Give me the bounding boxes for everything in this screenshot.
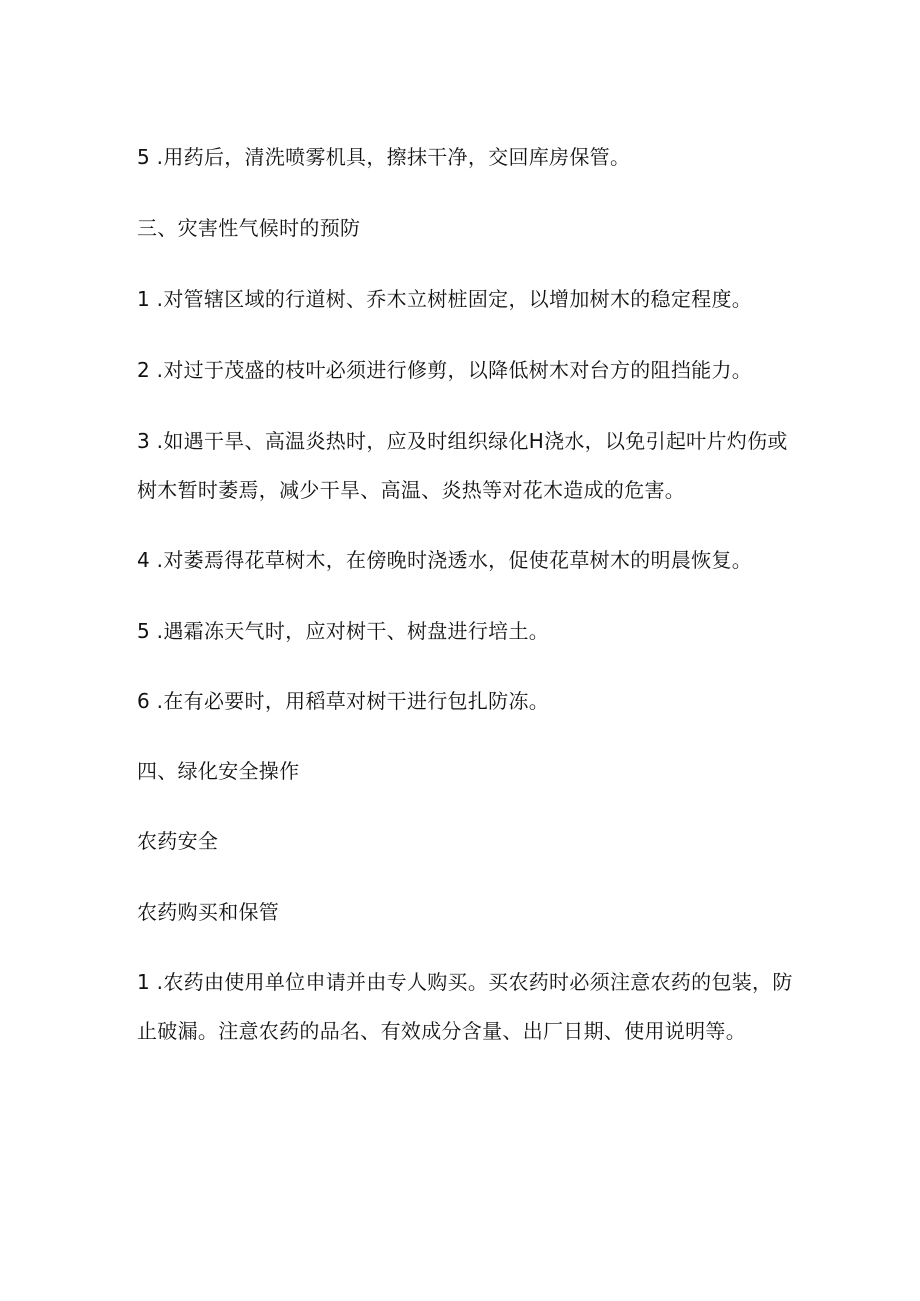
section-heading-safety: 四、绿化安全操作 [137, 759, 300, 783]
subheading-pesticide-safety: 农药安全 [137, 829, 219, 853]
text-line-pesticide-purchase: 1 .农药由使用单位申请并由专人购买。买农药时必须注意农药的包装，防 [137, 970, 793, 994]
text-line-wilted-plants: 4 .对萎焉得花草树木，在傍晚时浇透水，促使花草树木的明晨恢复。 [137, 548, 753, 572]
text-line-drought-continued: 树木暂时萎焉，减少干旱、高温、炎热等对花木造成的危害。 [137, 478, 686, 502]
text-line-tree-stake: 1 .对管辖区域的行道树、乔木立树桩固定，以增加树木的稳定程度。 [137, 287, 753, 311]
text-line-frost: 5 .遇霜冻天气时，应对树干、树盘进行培土。 [137, 619, 550, 643]
text-line-pesticide-purchase-continued: 止破漏。注意农药的品名、有效成分含量、出厂日期、使用说明等。 [137, 1019, 746, 1043]
text-line-drought-watering: 3 .如遇干旱、高温炎热时，应及时组织绿化H浇水，以免引起叶片灼伤或 [137, 429, 788, 453]
subheading-pesticide-purchase: 农药购买和保管 [137, 900, 280, 924]
section-heading-disaster-prevention: 三、灾害性气候时的预防 [137, 216, 361, 240]
text-line-after-spraying: 5 .用药后，清洗喷雾机具，擦抹干净，交回库房保管。 [137, 145, 631, 169]
text-line-straw-wrapping: 6 .在有必要时，用稻草对树干进行包扎防冻。 [137, 689, 550, 713]
text-line-pruning: 2 .对过于茂盛的枝叶必须进行修剪，以降低树木对台方的阻挡能力。 [137, 358, 753, 382]
